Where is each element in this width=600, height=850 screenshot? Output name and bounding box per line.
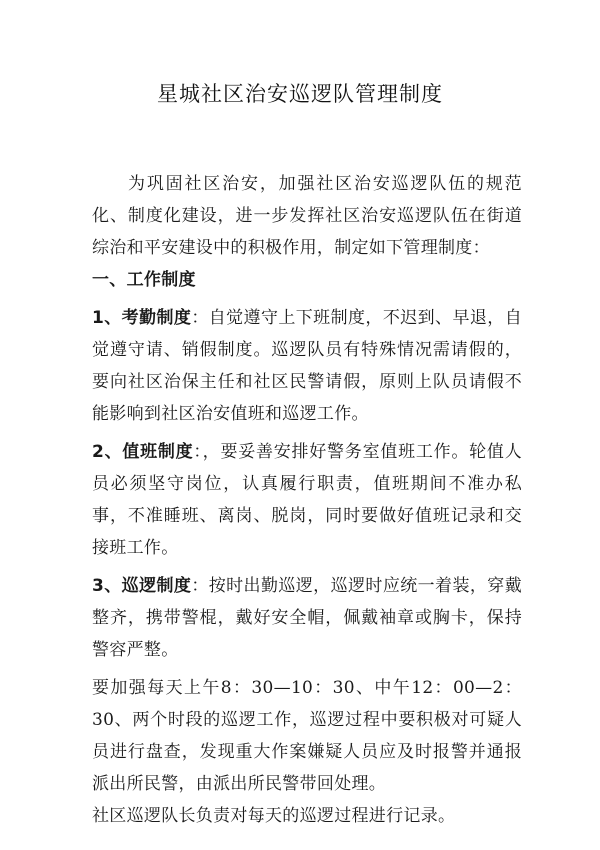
rule-number: 2、 [92,442,123,462]
rule-text: ：，要妥善安排好警务室值班工作。轮值人员必须坚守岗位，认真履行职责，值班期间不准办私事，不准睡班、离岗、脱岗，同时要做好值班记录和交接班工作。 [92,442,522,558]
rule-number: 1、 [92,308,122,328]
patrol-schedule-paragraph: 要加强每天上午8：30—10：30、中午12：00—2：30、两个时段的巡逻工作，巡逻过程中要积极对可疑人员进行盘查，发现重大作案嫌疑人员应及时报警并通报派出所民警，由派出所民警带回处理。 [92,678,522,794]
patrol-record-paragraph: 社区巡逻队长负责对每天的巡逻过程进行记录。 [92,806,456,826]
rule-item-duty [92,436,522,564]
rule-text: ：自觉遵守上下班制度，不迟到、早退，自觉遵守请、销假制度。巡逻队员有特殊情况需请假的，要向社区治保主任和社区民警请假，原则上队员请假不能影响到社区治安值班和巡逻工作。 [92,308,523,424]
rule-number: 3、 [92,576,122,596]
rule-heading: 考勤制度 [121,308,192,328]
rule-heading: 巡逻制度 [121,576,192,596]
document-body [92,168,522,832]
rule-heading: 值班制度 [122,442,194,462]
rule-item-patrol [92,570,522,666]
rule-item-attendance [92,302,522,430]
document-title: 星城社区治安巡逻队管理制度 [157,82,443,106]
intro-paragraph: 为巩固社区治安，加强社区治安巡逻队伍的规范化、制度化建设，进一步发挥社区治安巡逻队伍在街道综治和平安建设中的积极作用，制定如下管理制度： [92,174,522,258]
section-heading: 一、工作制度 [92,270,196,290]
rule-text: ：按时出勤巡逻，巡逻时应统一着装，穿戴整齐，携带警棍，戴好安全帽，佩戴袖章或胸卡，保持警容严整。 [92,576,523,660]
